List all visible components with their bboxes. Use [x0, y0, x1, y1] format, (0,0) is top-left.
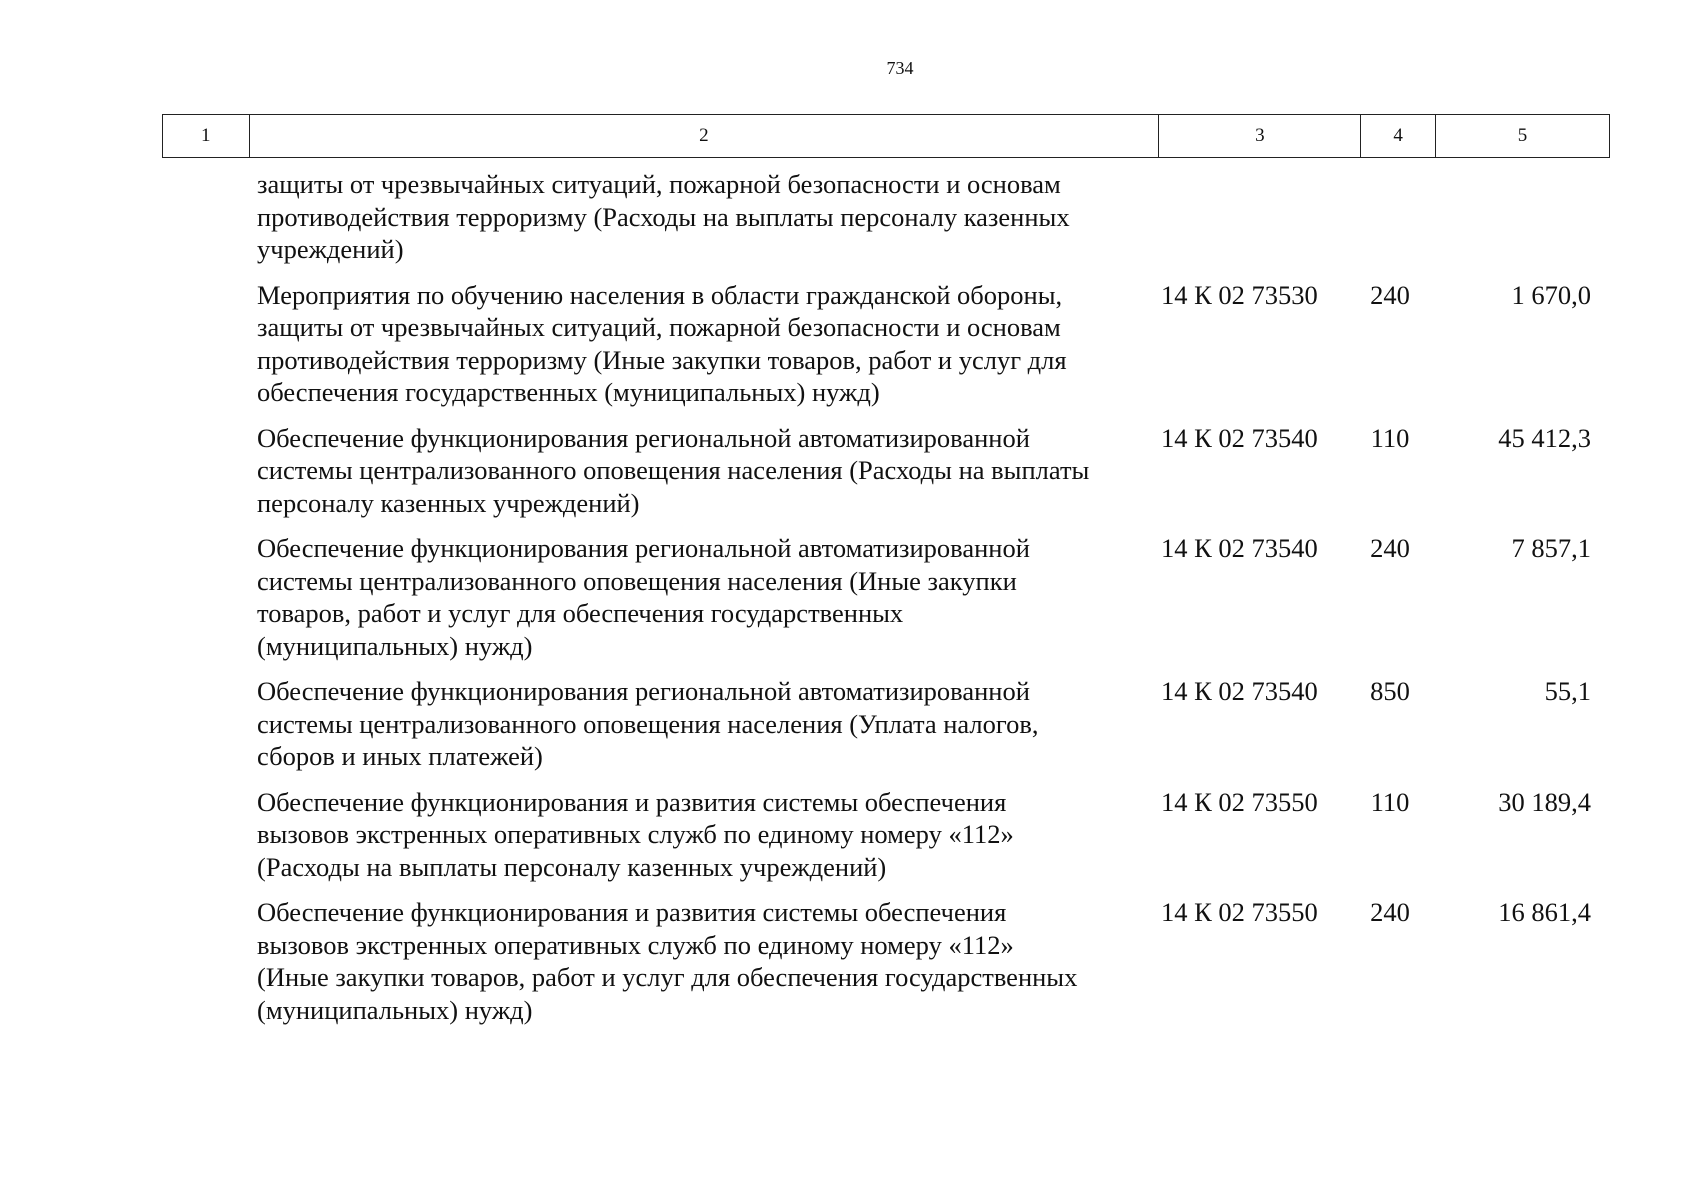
- description-line: вызовов экстренных оперативных служб по единому номеру «112»: [257, 819, 1014, 849]
- row-description: [248, 168, 1152, 266]
- description-line: товаров, работ и услуг для обеспечения государственных: [257, 598, 904, 628]
- description-line: Обеспечение функционирования и развития системы обеспечения: [257, 897, 1007, 927]
- page-number: 734: [886, 58, 914, 78]
- description-line: Обеспечение функционирования и развития системы обеспечения: [257, 786, 1007, 817]
- row-amount: [1427, 168, 1600, 266]
- row-code: 14 К 02 73550: [1161, 897, 1318, 927]
- row-code: 14 К 02 73540: [1161, 676, 1318, 706]
- row-amount: 45 412,3: [1498, 422, 1591, 453]
- table-row: [162, 532, 1610, 662]
- row-description: [248, 532, 1152, 662]
- row-number-cell: [162, 422, 248, 520]
- description-line: Обеспечение функционирования региональной автоматизированной: [257, 676, 1030, 706]
- description-line: вызовов экстренных оперативных служб по единому номеру «112»: [257, 929, 1014, 960]
- row-type: 240: [1370, 897, 1410, 927]
- description-line: защиты от чрезвычайных ситуаций, пожарной безопасности и основам: [257, 312, 1061, 342]
- table-row: [162, 896, 1610, 1026]
- description-line: защиты от чрезвычайных ситуаций, пожарной безопасности и основам: [257, 169, 1061, 199]
- description-line: системы централизованного оповещения населения (Иные закупки: [257, 565, 1017, 596]
- description-line: персоналу казенных учреждений): [257, 487, 640, 518]
- row-type: [1353, 168, 1427, 266]
- description-line: (Расходы на выплаты персоналу казенных учреждений): [257, 851, 887, 882]
- row-description: [248, 279, 1152, 409]
- row-amount: 55,1: [1544, 676, 1591, 706]
- row-amount: 16 861,4: [1498, 897, 1591, 927]
- column-header-2: 2: [249, 115, 1159, 158]
- row-amount: 7 857,1: [1511, 533, 1591, 563]
- description-line: системы централизованного оповещения населения (Расходы на выплаты: [257, 455, 1090, 485]
- table-row: [162, 279, 1610, 409]
- row-type: 850: [1370, 676, 1410, 706]
- row-code: [1152, 168, 1353, 266]
- row-code: 14 К 02 73550: [1161, 786, 1318, 817]
- table-row: [162, 675, 1610, 773]
- row-code: 14 К 02 73540: [1161, 533, 1318, 563]
- description-line: Мероприятия по обучению населения в области гражданской обороны,: [257, 279, 1063, 310]
- row-number-cell: [162, 675, 248, 773]
- row-type: 110: [1370, 786, 1410, 817]
- row-number-cell: [162, 896, 248, 1026]
- table-row: [162, 786, 1610, 884]
- row-number-cell: [162, 532, 248, 662]
- description-line: системы централизованного оповещения населения (Уплата налогов,: [257, 708, 1039, 739]
- row-description: [248, 422, 1152, 520]
- description-line: (муниципальных) нужд): [257, 630, 533, 661]
- description-line: сборов и иных платежей): [257, 741, 543, 771]
- column-header-1: 1: [163, 115, 250, 158]
- column-header-4: 4: [1361, 115, 1435, 158]
- row-description: [248, 896, 1152, 1026]
- description-line: Обеспечение функционирования региональной автоматизированной: [257, 533, 1030, 563]
- row-amount: 1 670,0: [1511, 279, 1591, 310]
- column-header-table: [162, 114, 1610, 158]
- description-line: противодействия терроризму (Расходы на выплаты персоналу казенных: [257, 201, 1070, 232]
- row-number-cell: [162, 279, 248, 409]
- row-description: [248, 786, 1152, 884]
- row-type: 240: [1370, 279, 1410, 310]
- description-line: противодействия терроризму (Иные закупки товаров, работ и услуг для: [257, 344, 1067, 375]
- row-number-cell: [162, 786, 248, 884]
- table-body: [162, 168, 1610, 1039]
- description-line: обеспечения государственных (муниципальных) нужд): [257, 377, 880, 407]
- row-code: 14 К 02 73540: [1161, 422, 1318, 453]
- row-description: [248, 675, 1152, 773]
- row-number-cell: [162, 168, 248, 266]
- row-type: 240: [1370, 533, 1410, 563]
- description-line: (Иные закупки товаров, работ и услуг для обеспечения государственных: [257, 962, 1078, 992]
- description-line: (муниципальных) нужд): [257, 994, 533, 1025]
- description-line: учреждений): [257, 234, 404, 264]
- description-line: Обеспечение функционирования региональной автоматизированной: [257, 422, 1030, 453]
- table-row: [162, 422, 1610, 520]
- column-header-row: [163, 115, 1610, 158]
- table-row: [162, 168, 1610, 266]
- column-header-5: 5: [1435, 115, 1609, 158]
- row-type: 110: [1370, 422, 1410, 453]
- row-code: 14 К 02 73530: [1161, 279, 1318, 310]
- column-header-3: 3: [1159, 115, 1361, 158]
- row-amount: 30 189,4: [1498, 786, 1591, 817]
